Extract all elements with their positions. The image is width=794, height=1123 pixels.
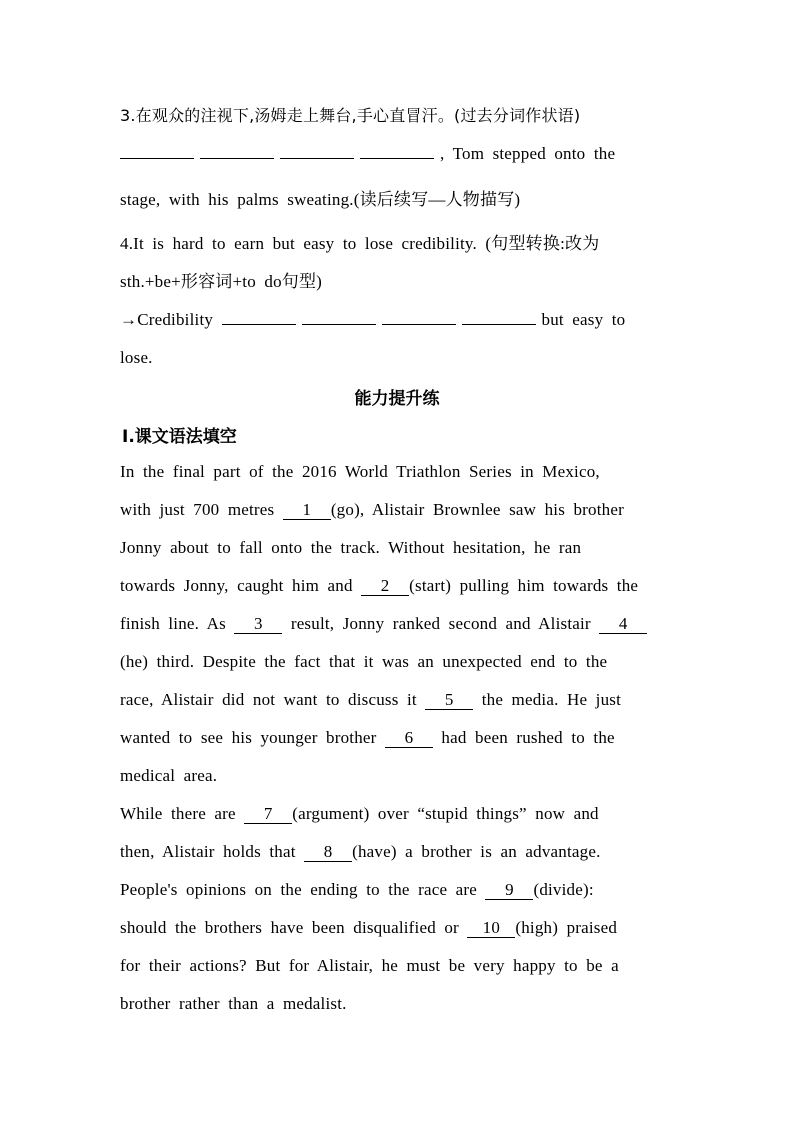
gap-7[interactable]: 7	[244, 805, 292, 824]
passage-line	[120, 460, 650, 484]
passage-text: race, Alistair did not want to discuss it	[120, 690, 417, 709]
passage-text: In the final part of the 2016 World Triathlon Series in Mexico,	[120, 462, 600, 481]
answer-blank[interactable]	[200, 143, 274, 159]
passage-text: Jonny about to fall onto the track. Without hesitation, he ran	[120, 538, 582, 557]
passage-text: should the brothers have been disqualified or	[120, 918, 459, 937]
gap-5[interactable]: 5	[425, 691, 473, 710]
q4-tail-text: but easy to	[541, 310, 626, 329]
passage-text: with just 700 metres	[120, 500, 275, 519]
passage-text: While there are	[120, 804, 236, 823]
passage-line	[120, 612, 650, 636]
q4-prompt2	[120, 270, 650, 294]
q3-prompt	[120, 104, 650, 128]
gap-2[interactable]: 2	[361, 577, 409, 596]
gap-6[interactable]: 6	[385, 729, 433, 748]
passage-line	[120, 992, 650, 1016]
answer-blank[interactable]	[462, 309, 536, 325]
passage-line	[120, 764, 650, 788]
q3-prompt-text: 3.在观众的注视下,汤姆走上舞台,手心直冒汗。(过去分词作状语)	[120, 106, 581, 125]
passage-text: for their actions? But for Alistair, he must be very happy to be a	[120, 956, 619, 975]
q4-prompt2-text: sth.+be+形容词+to do句型)	[120, 272, 323, 291]
answer-blank[interactable]	[120, 143, 194, 159]
q3-tail-text: , Tom stepped onto the	[440, 144, 616, 163]
passage-text: the media. He just	[481, 690, 622, 709]
passage-line	[120, 916, 650, 940]
passage-text: finish line. As	[120, 614, 226, 633]
gap-4[interactable]: 4	[599, 615, 647, 634]
passage-line	[120, 498, 650, 522]
q4-answer-line	[120, 308, 650, 332]
passage-line	[120, 840, 650, 864]
q4-line3	[120, 346, 650, 370]
passage-text: towards Jonny, caught him and	[120, 576, 353, 595]
passage-line	[120, 954, 650, 978]
passage-text: (high) praised	[515, 918, 618, 937]
passage-text: (start) pulling him towards the	[409, 576, 639, 595]
passage-text: result, Jonny ranked second and Alistair	[290, 614, 591, 633]
gap-1[interactable]: 1	[283, 501, 331, 520]
passage-text: had been rushed to the	[441, 728, 615, 747]
passage-text: (have) a brother is an advantage.	[352, 842, 601, 861]
part1-title: Ⅰ.课文语法填空	[122, 427, 237, 447]
section-heading: 能力提升练	[354, 389, 440, 409]
answer-blank[interactable]	[302, 309, 376, 325]
gap-10[interactable]: 10	[467, 919, 515, 938]
passage-line	[120, 536, 650, 560]
passage-line	[120, 878, 650, 902]
gap-9[interactable]: 9	[485, 881, 533, 900]
passage-text: (he) third. Despite the fact that it was an unexpected end to the	[120, 652, 608, 671]
passage-line	[120, 574, 675, 598]
passage-text: (divide):	[533, 880, 594, 899]
q3-line2-text: stage, with his palms sweating.(读后续写—人物描写)	[120, 190, 521, 209]
q4-lead-text: →Credibility	[120, 310, 214, 329]
answer-blank[interactable]	[222, 309, 296, 325]
passage-text: People's opinions on the ending to the race are	[120, 880, 477, 899]
q4-prompt	[120, 232, 650, 256]
answer-blank[interactable]	[280, 143, 354, 159]
passage-text: brother rather than a medalist.	[120, 994, 347, 1013]
passage-text: then, Alistair holds that	[120, 842, 296, 861]
q3-line2	[120, 188, 650, 212]
answer-blank[interactable]	[360, 143, 434, 159]
passage-line	[120, 688, 650, 712]
q4-prompt-text: 4.It is hard to earn but easy to lose credibility. (句型转换:改为	[120, 234, 600, 253]
q3-answer-line	[120, 142, 650, 166]
q4-line3-text: lose.	[120, 348, 153, 367]
gap-8[interactable]: 8	[304, 843, 352, 862]
passage-text: (argument) over “stupid things” now and	[292, 804, 599, 823]
passage-text: medical area.	[120, 766, 218, 785]
passage-text: wanted to see his younger brother	[120, 728, 377, 747]
gap-3[interactable]: 3	[234, 615, 282, 634]
answer-blank[interactable]	[382, 309, 456, 325]
passage-text: (go), Alistair Brownlee saw his brother	[330, 500, 624, 519]
passage-line	[120, 726, 650, 750]
passage-line	[120, 802, 650, 826]
passage-line	[120, 650, 650, 674]
